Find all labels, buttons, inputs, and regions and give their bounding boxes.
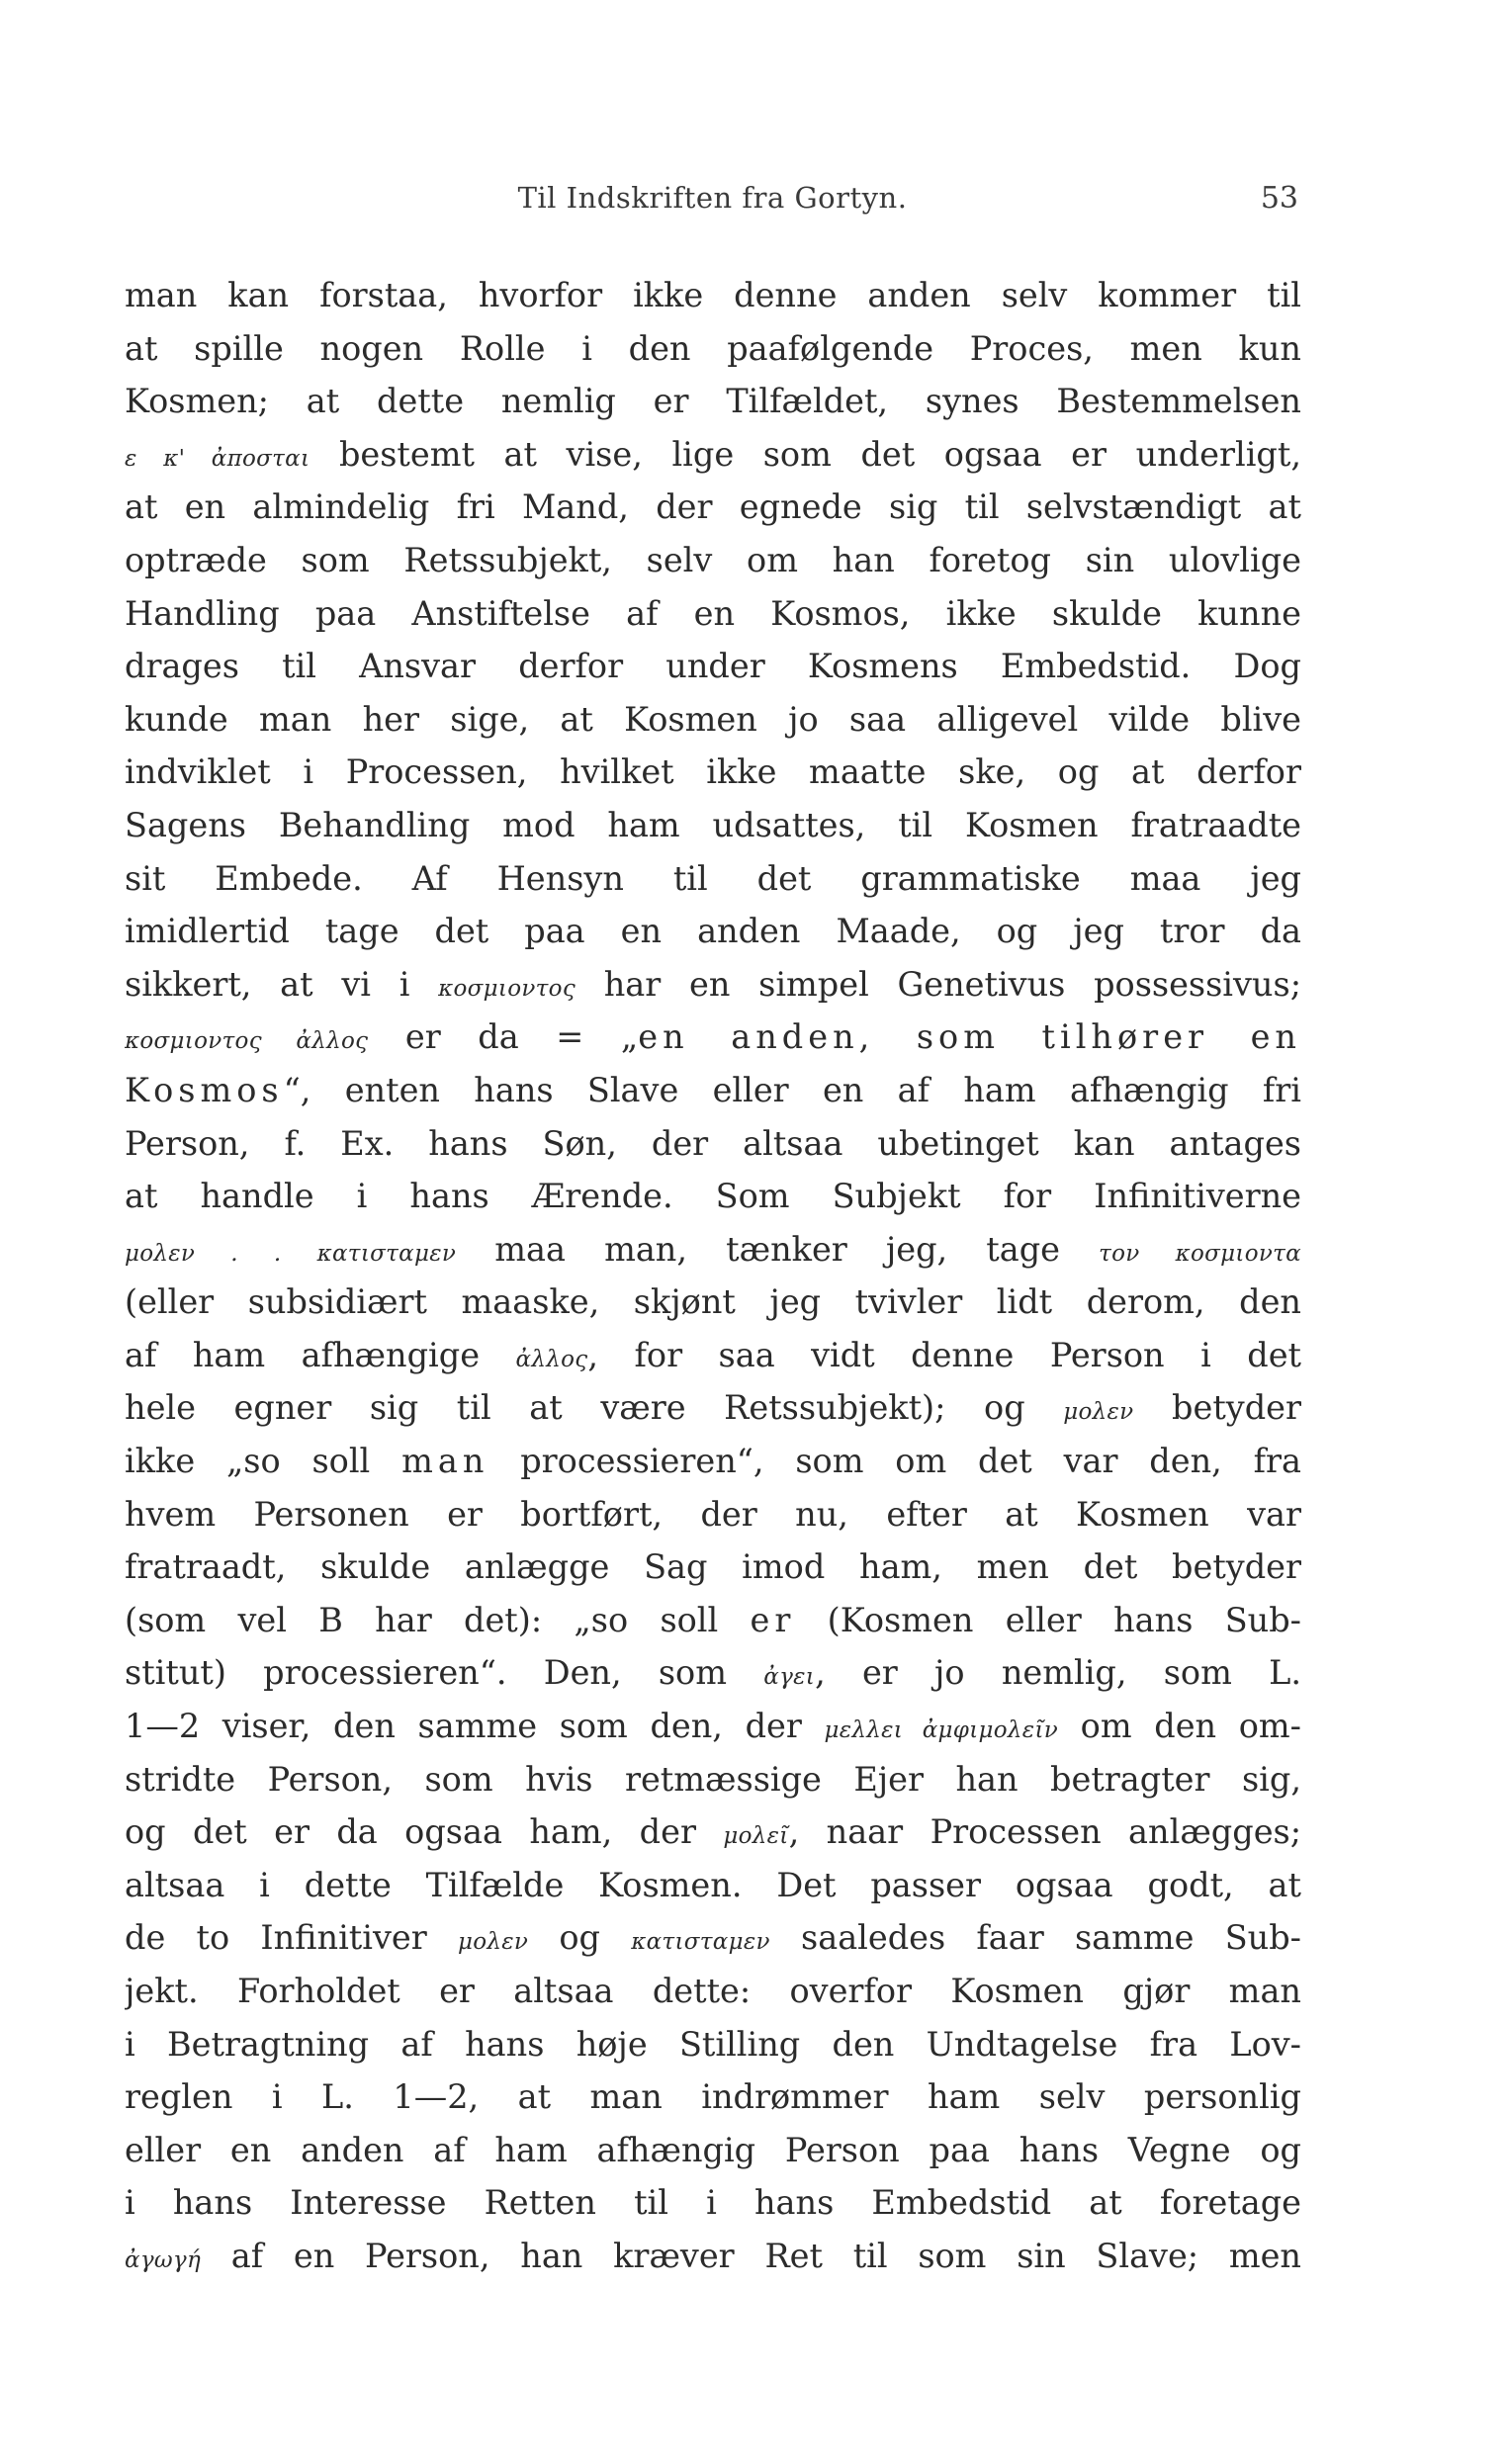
greek-phrase: μελλει ἀμφιμολεῖν [824, 1717, 1059, 1744]
text-line [125, 587, 1301, 641]
text-line [125, 1646, 1301, 1700]
text-line [125, 693, 1301, 747]
text-line [125, 1435, 1301, 1488]
text-segment: i Betragtning af hans høje Stilling den Undtagelse fra Lov- [125, 2024, 1301, 2064]
text-segment: optræde som Retssubjekt, selv om han foretog sin ulovlige [125, 540, 1301, 579]
greek-phrase: μολεν [1063, 1399, 1134, 1426]
text-segment: drages til Ansvar derfor under Kosmens Embedstid. Dog [125, 647, 1301, 686]
text-segment: imidlertid tage det paa en anden Maade, og jeg tror da [125, 912, 1301, 951]
greek-phrase: κοσμιοντος [438, 975, 576, 1002]
text-segment: af en Person, han kræver Ret til som sin Slave; men [201, 2236, 1301, 2275]
text-segment: reglen i L. 1—2, at man indrømmer ham selv personlig [125, 2077, 1301, 2117]
text-segment: Kosmen; at dette nemlig er Tilfældet, synes Bestemmelsen [125, 382, 1301, 421]
emphasized-text: man [401, 1442, 489, 1481]
text-segment: “, enten hans Slave eller en af ham afhængig fri [283, 1070, 1301, 1109]
text-line [125, 534, 1301, 587]
text-line [125, 958, 1301, 1012]
greek-phrase: τον κοσμιοντα [1099, 1240, 1301, 1267]
text-segment: jekt. Forholdet er altsaa dette: overfor Kosmen gjør man [125, 1972, 1301, 2010]
text-line [125, 269, 1301, 322]
text-line [125, 2070, 1301, 2124]
text-line [125, 1594, 1301, 1647]
text-line [125, 2124, 1301, 2177]
body-text [125, 269, 1301, 2283]
text-segment: (Kosmen eller hans Sub- [795, 1600, 1301, 1639]
text-segment: , for saa vidt denne Person i det [587, 1335, 1301, 1374]
text-segment: betyder [1133, 1388, 1301, 1428]
text-segment: og [528, 1918, 632, 1958]
text-segment: 1—2 viser, den samme som den, der [125, 1707, 825, 1746]
text-segment: Handling paa Anstiftelse af en Kosmos, ikke skulde kunne [125, 593, 1301, 633]
text-line [125, 2018, 1301, 2071]
text-line [125, 746, 1301, 799]
text-segment: ikke „so soll [125, 1442, 402, 1481]
text-line [125, 1064, 1301, 1117]
text-line [125, 1276, 1301, 1329]
text-line [125, 1011, 1301, 1064]
text-line [125, 1911, 1301, 1965]
text-segment: er da = „ [368, 1017, 639, 1057]
greek-phrase: ἀγει [763, 1664, 816, 1691]
text-segment: fratraadt, skulde anlægge Sag imod ham, men det betyder [125, 1547, 1301, 1587]
text-segment: processieren“, som om det var den, fra [488, 1442, 1301, 1481]
text-line [125, 1859, 1301, 1912]
text-segment: at spille nogen Rolle i den paafølgende Proces, men kun [125, 328, 1301, 368]
text-line [125, 1805, 1301, 1859]
text-segment: bestemt at vise, lige som det ogsaa er underligt, [310, 434, 1301, 474]
page-number: 53 [1260, 181, 1298, 216]
emphasized-text: er [750, 1600, 796, 1639]
text-line [125, 375, 1301, 428]
text-line [125, 2230, 1301, 2283]
text-line [125, 1170, 1301, 1223]
text-segment: i hans Interesse Retten til i hans Embedstid at foretage [125, 2183, 1301, 2223]
greek-phrase: μολεν . . κατισταμεν [125, 1240, 457, 1267]
greek-phrase: μολεν [457, 1929, 529, 1956]
greek-phrase: ἀγωγή [125, 2246, 202, 2273]
text-segment: om den om- [1058, 1707, 1301, 1746]
text-segment: (eller subsidiært maaske, skjønt jeg tvivler lidt derom, den [125, 1282, 1301, 1322]
text-segment: , er jo nemlig, som L. [815, 1653, 1301, 1693]
text-line [125, 1223, 1301, 1276]
text-line [125, 481, 1301, 534]
text-line [125, 1540, 1301, 1594]
text-segment: kunde man her sige, at Kosmen jo saa alligevel vilde blive [125, 699, 1301, 739]
text-line [125, 1381, 1301, 1435]
greek-phrase: κατισταμεν [631, 1929, 770, 1956]
text-line [125, 640, 1301, 693]
text-segment: altsaa i dette Tilfælde Kosmen. Det passer ogsaa godt, at [125, 1865, 1301, 1904]
text-line [125, 1488, 1301, 1541]
text-line [125, 428, 1301, 482]
text-line [125, 799, 1301, 852]
text-line [125, 1965, 1301, 2018]
text-line [125, 1117, 1301, 1171]
text-segment: (som vel B har det): „so soll [125, 1600, 751, 1639]
greek-phrase: ε κ' ἀποσται [125, 445, 310, 472]
greek-phrase: μολεῖ [723, 1823, 789, 1850]
text-segment: at en almindelig fri Mand, der egnede sig til selvstændigt at [125, 487, 1301, 527]
text-line [125, 1753, 1301, 1806]
text-segment: stridte Person, som hvis retmæssige Ejer han betragter sig, [125, 1759, 1301, 1799]
text-line [125, 322, 1301, 376]
text-line [125, 852, 1301, 906]
text-segment: hvem Personen er bortført, der nu, efter at Kosmen var [125, 1494, 1301, 1534]
page-header [127, 181, 1298, 224]
text-line [125, 1700, 1301, 1753]
text-segment: , naar Processen anlægges; [788, 1812, 1301, 1852]
text-segment: af ham afhængige [125, 1335, 516, 1374]
emphasized-text: en anden, som tilhører en [638, 1017, 1301, 1057]
text-segment: saaledes faar samme Sub- [769, 1918, 1301, 1958]
emphasized-text: Kosmos [125, 1070, 284, 1109]
text-segment: Sagens Behandling mod ham udsattes, til Kosmen fratraadte [125, 805, 1301, 844]
greek-phrase: ἀλλος [515, 1346, 588, 1372]
text-segment: man kan forstaa, hvorfor ikke denne anden selv kommer til [125, 276, 1301, 314]
text-segment: og det er da ogsaa ham, der [125, 1812, 724, 1852]
text-segment: sit Embede. Af Hensyn til det grammatiske maa jeg [125, 858, 1301, 898]
running-head: Til Indskriften fra Gortyn. [517, 181, 908, 215]
text-segment: har en simpel Genetivus possessivus; [576, 964, 1301, 1004]
text-segment: maa man, tænker jeg, tage [456, 1229, 1100, 1269]
text-segment: Person, f. Ex. hans Søn, der altsaa ubetinget kan antages [125, 1123, 1301, 1163]
text-segment: at handle i hans Ærende. Som Subjekt for Infinitiverne [125, 1177, 1301, 1216]
text-segment: stitut) processieren“. Den, som [125, 1653, 764, 1693]
greek-phrase: κοσμιοντος ἀλλος [125, 1028, 369, 1055]
text-line [125, 1329, 1301, 1382]
text-segment: indviklet i Processen, hvilket ikke maatte ske, og at derfor [125, 752, 1301, 792]
text-segment: eller en anden af ham afhængig Person paa hans Vegne og [125, 2130, 1301, 2169]
text-segment: hele egner sig til at være Retssubjekt); og [125, 1388, 1064, 1428]
text-line [125, 2176, 1301, 2230]
text-line [125, 905, 1301, 958]
text-segment: de to Infinitiver [125, 1918, 458, 1958]
text-segment: sikkert, at vi i [125, 964, 439, 1004]
